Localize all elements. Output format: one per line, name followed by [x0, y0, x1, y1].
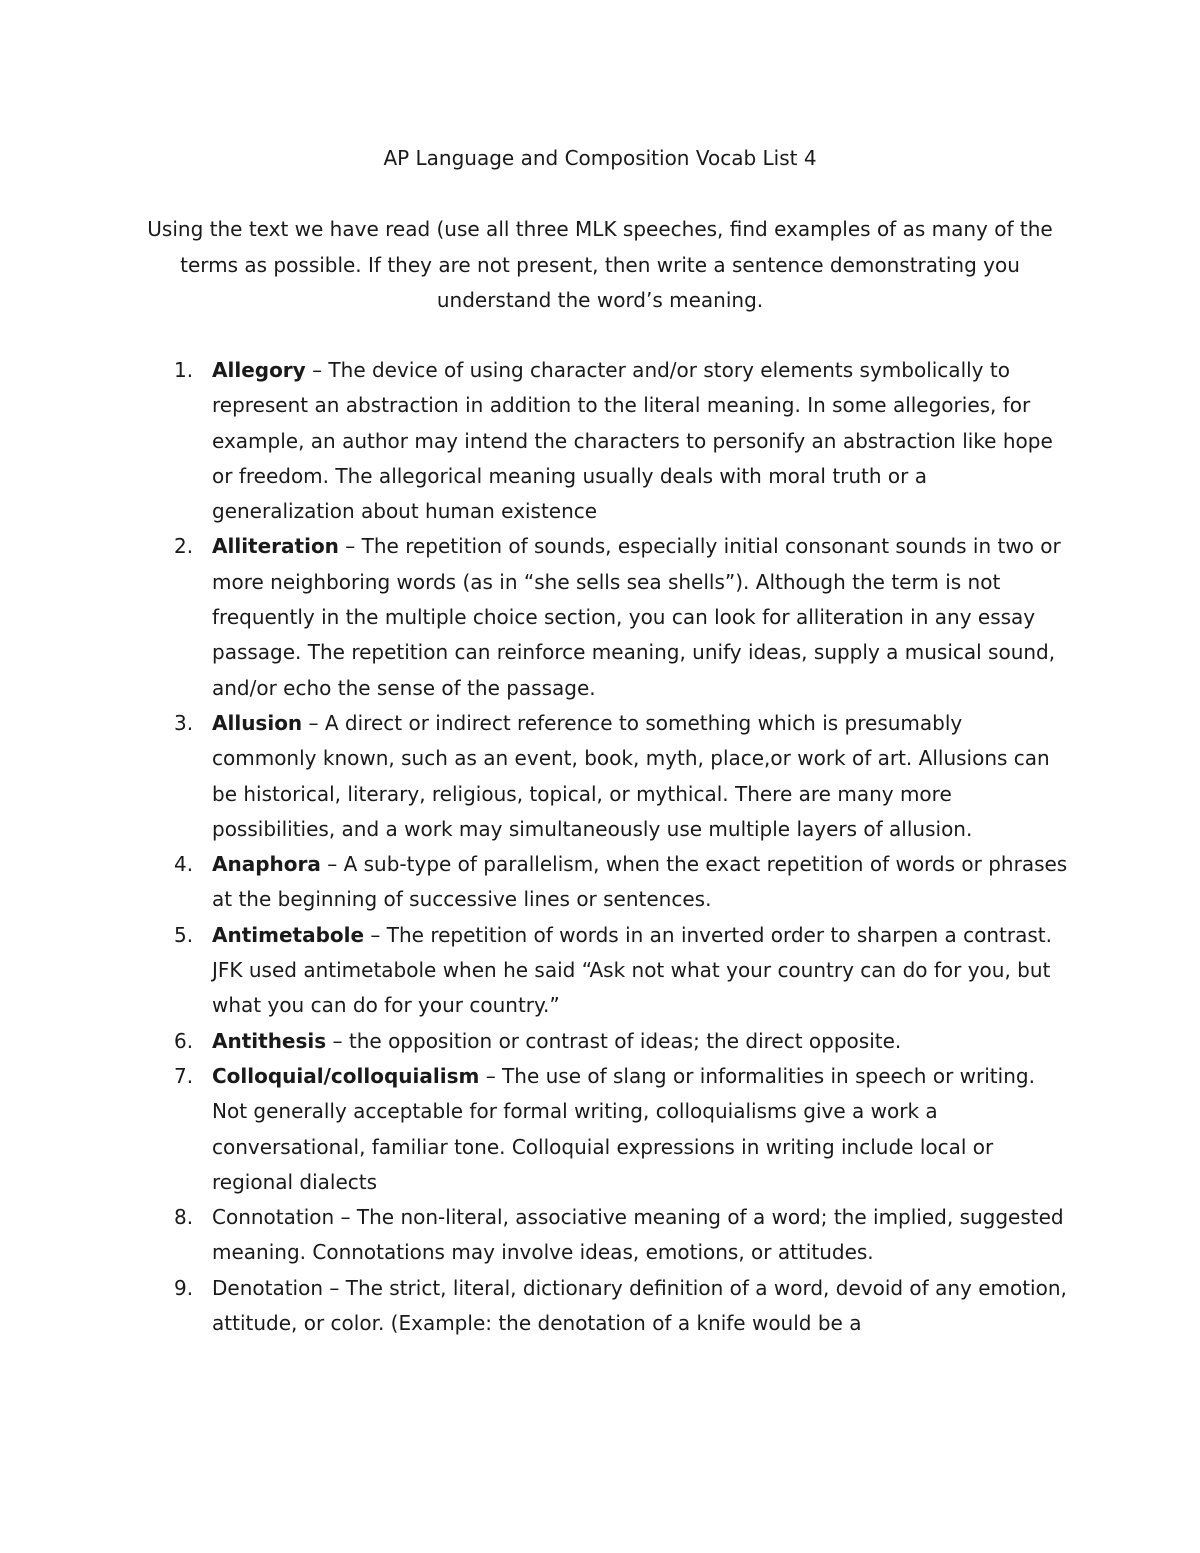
vocab-item: [0, 529, 1072, 705]
vocab-definition: Connotation – The non-literal, associative meaning of a word; the implied, suggested meaning. Connotations may involve ideas, emotions, or attitudes.: [212, 1205, 1064, 1265]
vocab-definition: – A direct or indirect reference to something which is presumably commonly known, such as an event, book, myth, place,or work of art. Allusions can be historical, literary, religious, topical, or mythical. There are many more possibilities, and a work may simultaneously use multiple layers of allusion.: [212, 710, 1050, 841]
item-number: 8.: [174, 1205, 194, 1230]
item-number: 9.: [174, 1275, 194, 1300]
vocab-item: [0, 1059, 1072, 1200]
vocab-item: [0, 1024, 1072, 1059]
item-number: 1.: [174, 358, 194, 382]
document-title: AP Language and Composition Vocab List 4: [383, 146, 817, 170]
vocab-term: Colloquial/colloquialism: [212, 1063, 480, 1088]
vocab-definition: Denotation – The strict, literal, dictionary definition of a word, devoid of any emotion, attitude, or color. (Example: the denotation of a knife would be a: [212, 1275, 1067, 1336]
item-number: 7.: [174, 1063, 194, 1088]
item-number: 2.: [174, 534, 194, 559]
vocab-definition: – The use of slang or informalities in speech or writing. Not generally acceptable for formal writing, colloquialisms give a work a conversational, familiar tone. Colloquial expressions in writing include local or regional dialects: [212, 1063, 1035, 1194]
item-number: 6.: [174, 1028, 194, 1053]
vocab-definition: – the opposition or contrast of ideas; the direct opposite.: [326, 1028, 902, 1053]
vocab-item: [0, 706, 1072, 847]
vocab-term: Antithesis: [212, 1028, 327, 1053]
vocab-term: Allusion: [212, 710, 303, 735]
vocab-definition: – A sub-type of parallelism, when the exact repetition of words or phrases at the beginning of successive lines or sentences.: [212, 852, 1068, 912]
vocab-term: Anaphora: [212, 852, 321, 877]
vocab-item: [0, 847, 1072, 918]
vocab-item: [0, 918, 1072, 1024]
instructions-paragraph: Using the text we have read (use all three MLK speeches, find examples of as many of the terms as possible. If they are not present, then write a sentence demonstrating you understand the word’s meaning.: [147, 217, 1053, 312]
vocab-item: [0, 1200, 1072, 1271]
vocab-term: Allegory: [212, 358, 306, 382]
item-number: 3.: [174, 710, 194, 735]
vocab-definition: – The repetition of sounds, especially initial consonant sounds in two or more neighboring words (as in “she sells sea shells”). Although the term is not frequently in the multiple choice section, you can look for alliteration in any essay passage. The repetition can reinforce meaning, unify ideas, supply a musical sound, and/or echo the sense of the passage.: [212, 534, 1061, 700]
vocab-definition: – The repetition of words in an inverted order to sharpen a contrast. JFK used antimetabole when he said “Ask not what your country can do for you, but what you can do for your country.”: [212, 922, 1052, 1018]
vocab-item: [0, 1271, 1072, 1342]
vocab-definition: – The device of using character and/or story elements symbolically to represent an abstraction in addition to the literal meaning. In some allegories, for example, an author may intend the characters to personify an abstraction like hope or freedom. The allegorical meaning usually deals with moral truth or a generalization about human existence: [212, 358, 1053, 524]
item-number: 4.: [174, 852, 194, 877]
vocab-item: [0, 353, 1072, 529]
item-number: 5.: [174, 922, 194, 947]
vocab-list: [0, 353, 1072, 1341]
vocab-term: Antimetabole: [212, 922, 365, 947]
vocab-term: Alliteration: [212, 534, 339, 559]
